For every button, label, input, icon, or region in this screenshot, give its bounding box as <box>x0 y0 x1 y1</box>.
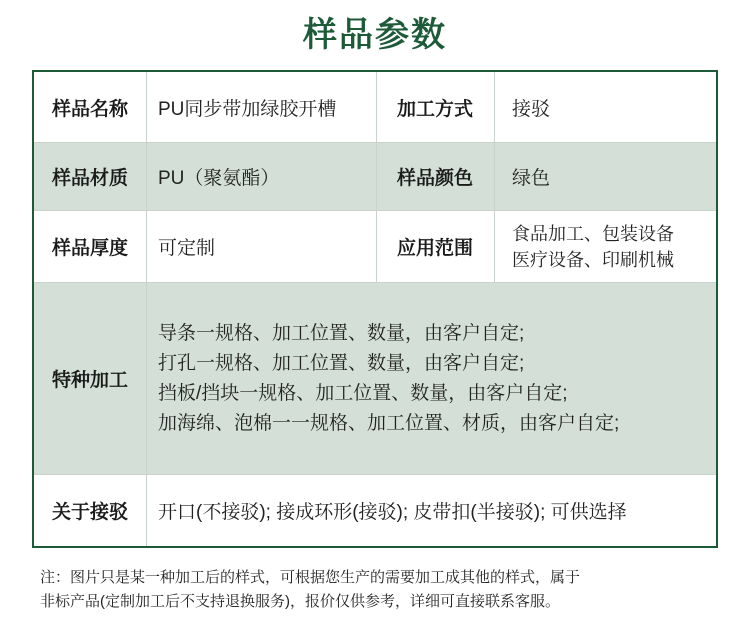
column-divider <box>146 72 147 546</box>
special-line: 打孔一规格、加工位置、数量，由客户自定; <box>158 352 525 374</box>
row-label-2: 加工方式 <box>396 98 473 120</box>
special-line: 加海绵、泡棉一一规格、加工位置、材质，由客户自定; <box>158 412 620 434</box>
row-value: PU同步带加绿胶开槽 <box>158 98 337 120</box>
row-label: 特种加工 <box>51 370 128 391</box>
column-divider <box>376 72 377 282</box>
footnote-line: 非标产品(定制加工后不支持退换服务)，报价仅供参考，详细可直接联系客服。 <box>40 593 560 610</box>
table-row-special <box>34 282 716 474</box>
row-label-2: 应用范围 <box>396 238 473 259</box>
row-value-2: 绿色 <box>512 168 551 189</box>
row-value-2: 接驳 <box>512 98 551 120</box>
parameter-table <box>32 70 718 548</box>
table-row-splice <box>34 474 716 546</box>
application-line: 医疗设备、印刷机械 <box>512 249 674 270</box>
table-row-material <box>34 142 716 210</box>
row-value: PU（聚氨酯） <box>158 168 280 189</box>
special-line: 导条一规格、加工位置、数量，由客户自定; <box>158 322 525 344</box>
table-row-thickness <box>34 210 716 282</box>
column-divider <box>494 72 495 282</box>
special-processing-list <box>146 283 716 474</box>
table-row-name <box>34 72 716 142</box>
row-label: 样品材质 <box>51 168 128 189</box>
special-line: 挡板/挡块一规格、加工位置、数量，由客户自定; <box>158 382 568 404</box>
footnote-line: 注：图片只是某一种加工后的样式，可根据您生产的需要加工成其他的样式，属于 <box>40 569 581 586</box>
application-scope-value <box>494 211 716 282</box>
application-line: 食品加工、包装设备 <box>512 223 674 244</box>
footnote <box>40 566 730 614</box>
row-label: 关于接驳 <box>51 502 128 523</box>
row-label-2: 样品颜色 <box>396 168 473 189</box>
row-label: 样品厚度 <box>51 238 128 259</box>
row-label: 样品名称 <box>51 98 128 120</box>
row-value: 开口(不接驳); 接成环形(接驳); 皮带扣(半接驳); 可供选择 <box>158 502 627 523</box>
row-value: 可定制 <box>158 238 216 259</box>
page-title: 样品参数 <box>303 16 447 54</box>
